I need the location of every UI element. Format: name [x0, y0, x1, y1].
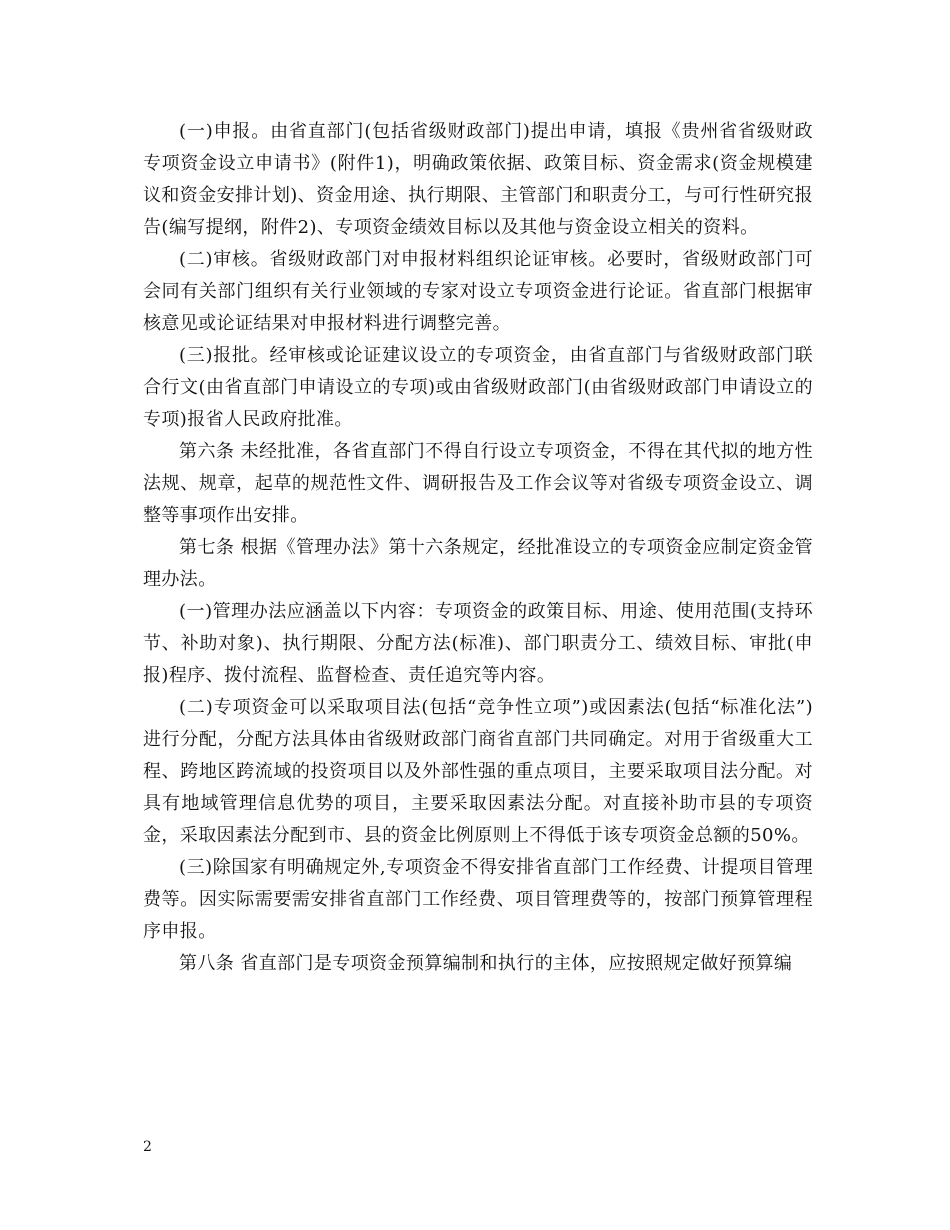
paragraph-funding-restriction: (三)除国家有明确规定外,专项资金不得安排省直部门工作经费、计提项目管理费等。因实际需要需安排省直部门工作经费、项目管理费等的，按部门预算管理程序申报。 [143, 857, 813, 942]
paragraph-management-content: (一)管理办法应涵盖以下内容：专项资金的政策目标、用途、使用范围(支持环节、补助对象)、执行期限、分配方法(标准)、部门职责分工、绩效目标、审批(申报)程序、拨付流程、监督检查、责任追究等内容。 [143, 601, 813, 686]
document-body [143, 116, 813, 980]
paragraph-application: (一)申报。由省直部门(包括省级财政部门)提出申请，填报《贵州省省级财政专项资金设立申请书》(附件1)，明确政策依据、政策目标、资金需求(资金规模建议和资金安排计划)、资金用途、执行期限、主管部门和职责分工，与可行性研究报告(编写提纲，附件2)、专项资金绩效目标以及其他与资金设立相关的资料。 [143, 121, 813, 238]
paragraph-article-7: 第七条 根据《管理办法》第十六条规定，经批准设立的专项资金应制定资金管理办法。 [143, 537, 813, 590]
paragraph-allocation-method: (二)专项资金可以采取项目法(包括“竞争性立项”)或因素法(包括“标准化法”)进行分配，分配方法具体由省级财政部门商省直部门共同确定。对用于省级重大工程、跨地区跨流域的投资项目以及外部性强的重点项目，主要采取项目法分配。对具有地域管理信息优势的项目，主要采取因素法分配。对直接补助市县的专项资金，采取因素法分配到市、县的资金比例原则上不得低于该专项资金总额的50%。 [143, 697, 813, 846]
paragraph-approval: (三)报批。经审核或论证建议设立的专项资金，由省直部门与省级财政部门联合行文(由省直部门申请设立的专项)或由省级财政部门(由省级财政部门申请设立的专项)报省人民政府批准。 [143, 345, 813, 430]
paragraph-article-8: 第八条 省直部门是专项资金预算编制和执行的主体，应按照规定做好预算编 [179, 953, 793, 974]
page-number: 2 [143, 1139, 152, 1155]
paragraph-article-6: 第六条 未经批准，各省直部门不得自行设立专项资金，不得在其代拟的地方性法规、规章，起草的规范性文件、调研报告及工作会议等对省级专项资金设立、调整等事项作出安排。 [143, 441, 813, 526]
paragraph-review: (二)审核。省级财政部门对申报材料组织论证审核。必要时，省级财政部门可会同有关部门组织有关行业领域的专家对设立专项资金进行论证。省直部门根据审核意见或论证结果对申报材料进行调整完善。 [143, 249, 813, 334]
